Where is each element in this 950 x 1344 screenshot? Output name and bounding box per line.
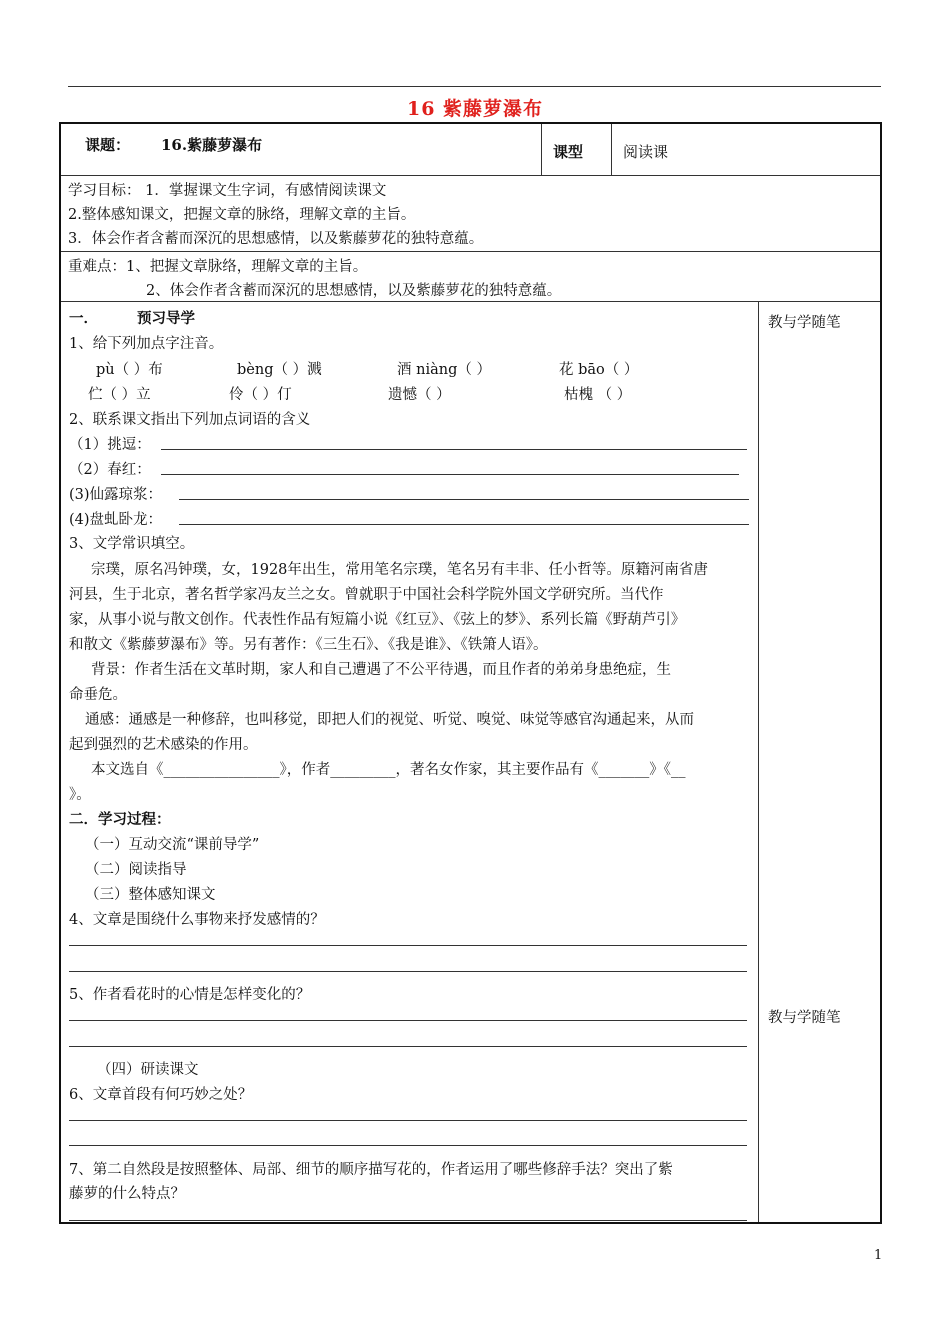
term-label: （1）挑逗： (69, 437, 151, 453)
process-step: （三）整体感知课文 (85, 887, 216, 903)
pinyin-item: 伫（ ）立 (88, 387, 151, 403)
synesthesia-line: 通感：通感是一种修辞，也叫移觉，即把人们的视觉、听觉、嗅觉、味觉等感官沟通起来，从而 (85, 712, 694, 728)
key-difficulties (61, 252, 880, 302)
background-line: 命垂危。 (69, 687, 127, 703)
section2-heading: 二．学习过程： (69, 811, 171, 828)
page-number: 1 (874, 1248, 883, 1263)
process-step: （四）研读课文 (97, 1062, 199, 1078)
answer-line (179, 499, 749, 500)
process-step: （二）阅读指导 (85, 862, 187, 878)
section1-number: 一． (69, 310, 98, 327)
document-title: 16 紫藤萝瀑布 (406, 98, 544, 120)
topic-label: 课题： (85, 136, 131, 154)
side-note-label: 教与学随笔 (768, 315, 841, 331)
answer-line (161, 474, 739, 475)
answer-line (69, 1020, 747, 1021)
learning-goals (61, 176, 880, 252)
fill-blank-line: 》。 (69, 787, 91, 803)
question-3: 3、文学常识填空。 (69, 536, 195, 552)
header-rule (68, 86, 881, 87)
type-label: 课型 (553, 143, 584, 161)
term-label: (4)盘虬卧龙： (69, 512, 163, 528)
answer-line (69, 1220, 747, 1221)
lesson-table (59, 122, 882, 1224)
main-content (61, 302, 759, 1222)
goal-line: 3．体会作者含蓄而深沉的思想感情，以及紫藤萝花的独特意蕴。 (68, 231, 484, 247)
goal-line: 学习目标： 1．掌握课文生字词，有感情阅读课文 (68, 183, 387, 199)
question-7: 7、第二自然段是按照整体、局部、细节的顺序描写花的，作者运用了哪些修辞手法？突出了紫 (69, 1162, 673, 1178)
difficulty-line: 重难点：1、把握文章脉络，理解文章的主旨。 (68, 259, 368, 275)
topic-cell (61, 124, 542, 175)
question-1: 1、给下列加点字注音。 (69, 336, 224, 352)
answer-line (69, 1046, 747, 1047)
side-note-label: 教与学随笔 (768, 1010, 841, 1026)
question-2: 2、联系课文指出下列加点词语的含义 (69, 412, 311, 428)
question-7: 藤萝的什么特点？ (69, 1186, 185, 1202)
difficulty-line: 2、体会作者含蓄而深沉的思想感情，以及紫藤萝花的独特意蕴。 (146, 283, 562, 299)
pinyin-item: pù（ ）布 (96, 362, 163, 378)
type-value: 阅读课 (623, 143, 669, 161)
question-4: 4、文章是围绕什么事物来抒发感情的？ (69, 912, 325, 928)
bio-line: 和散文《紫藤萝瀑布》等。另有著作：《三生石》、《我是谁》、《铁箫人语》。 (69, 637, 548, 653)
pinyin-item: bèng（ ）溅 (237, 362, 322, 378)
header-row (61, 124, 880, 176)
fill-blank-line: 本文选自《________________》，作者_________，著名女作家，其主要作品有《_______》《__ (91, 762, 686, 778)
question-6: 6、文章首段有何巧妙之处？ (69, 1087, 253, 1103)
background-line: 背景：作者生活在文革时期，家人和自己遭遇了不公平待遇，而且作者的弟弟身患绝症，生 (91, 662, 671, 678)
pinyin-item: 遗憾（ ） (388, 387, 451, 403)
pinyin-item: 花 bāo（ ） (559, 362, 639, 378)
term-label: （2）春红： (69, 462, 151, 478)
bio-line: 河县，生于北京，著名哲学家冯友兰之女。曾就职于中国社会科学院外国文学研究所。当代作 (69, 587, 664, 603)
pinyin-item: 伶（ ）仃 (229, 387, 292, 403)
term-label: (3)仙露琼浆： (69, 487, 163, 503)
answer-line (179, 524, 749, 525)
process-step: （一）互动交流“课前导学” (85, 837, 260, 853)
answer-line (69, 971, 747, 972)
pinyin-item: 酒 niàng（ ） (397, 362, 491, 378)
answer-line (69, 1145, 747, 1146)
answer-line (69, 1120, 747, 1121)
synesthesia-line: 起到强烈的艺术感染的作用。 (69, 737, 258, 753)
type-label-cell (541, 124, 612, 175)
bio-line: 家，从事小说与散文创作。代表性作品有短篇小说《红豆》、《弦上的梦》、系列长篇《野葫芦引》 (69, 612, 686, 628)
goal-line: 2.整体感知课文，把握文章的脉络，理解文章的主旨。 (68, 207, 416, 223)
question-5: 5、作者看花时的心情是怎样变化的？ (69, 987, 311, 1003)
section1-heading: 预习导学 (137, 310, 195, 327)
answer-line (69, 945, 747, 946)
topic-value: 16.紫藤萝瀑布 (161, 136, 263, 154)
pinyin-item: 枯槐 （ ） (564, 387, 632, 403)
answer-line (161, 449, 747, 450)
bio-line: 宗璞，原名冯钟璞，女，1928年出生，常用笔名宗璞，笔名另有丰非、任小哲等。原籍河南省唐 (91, 562, 708, 578)
